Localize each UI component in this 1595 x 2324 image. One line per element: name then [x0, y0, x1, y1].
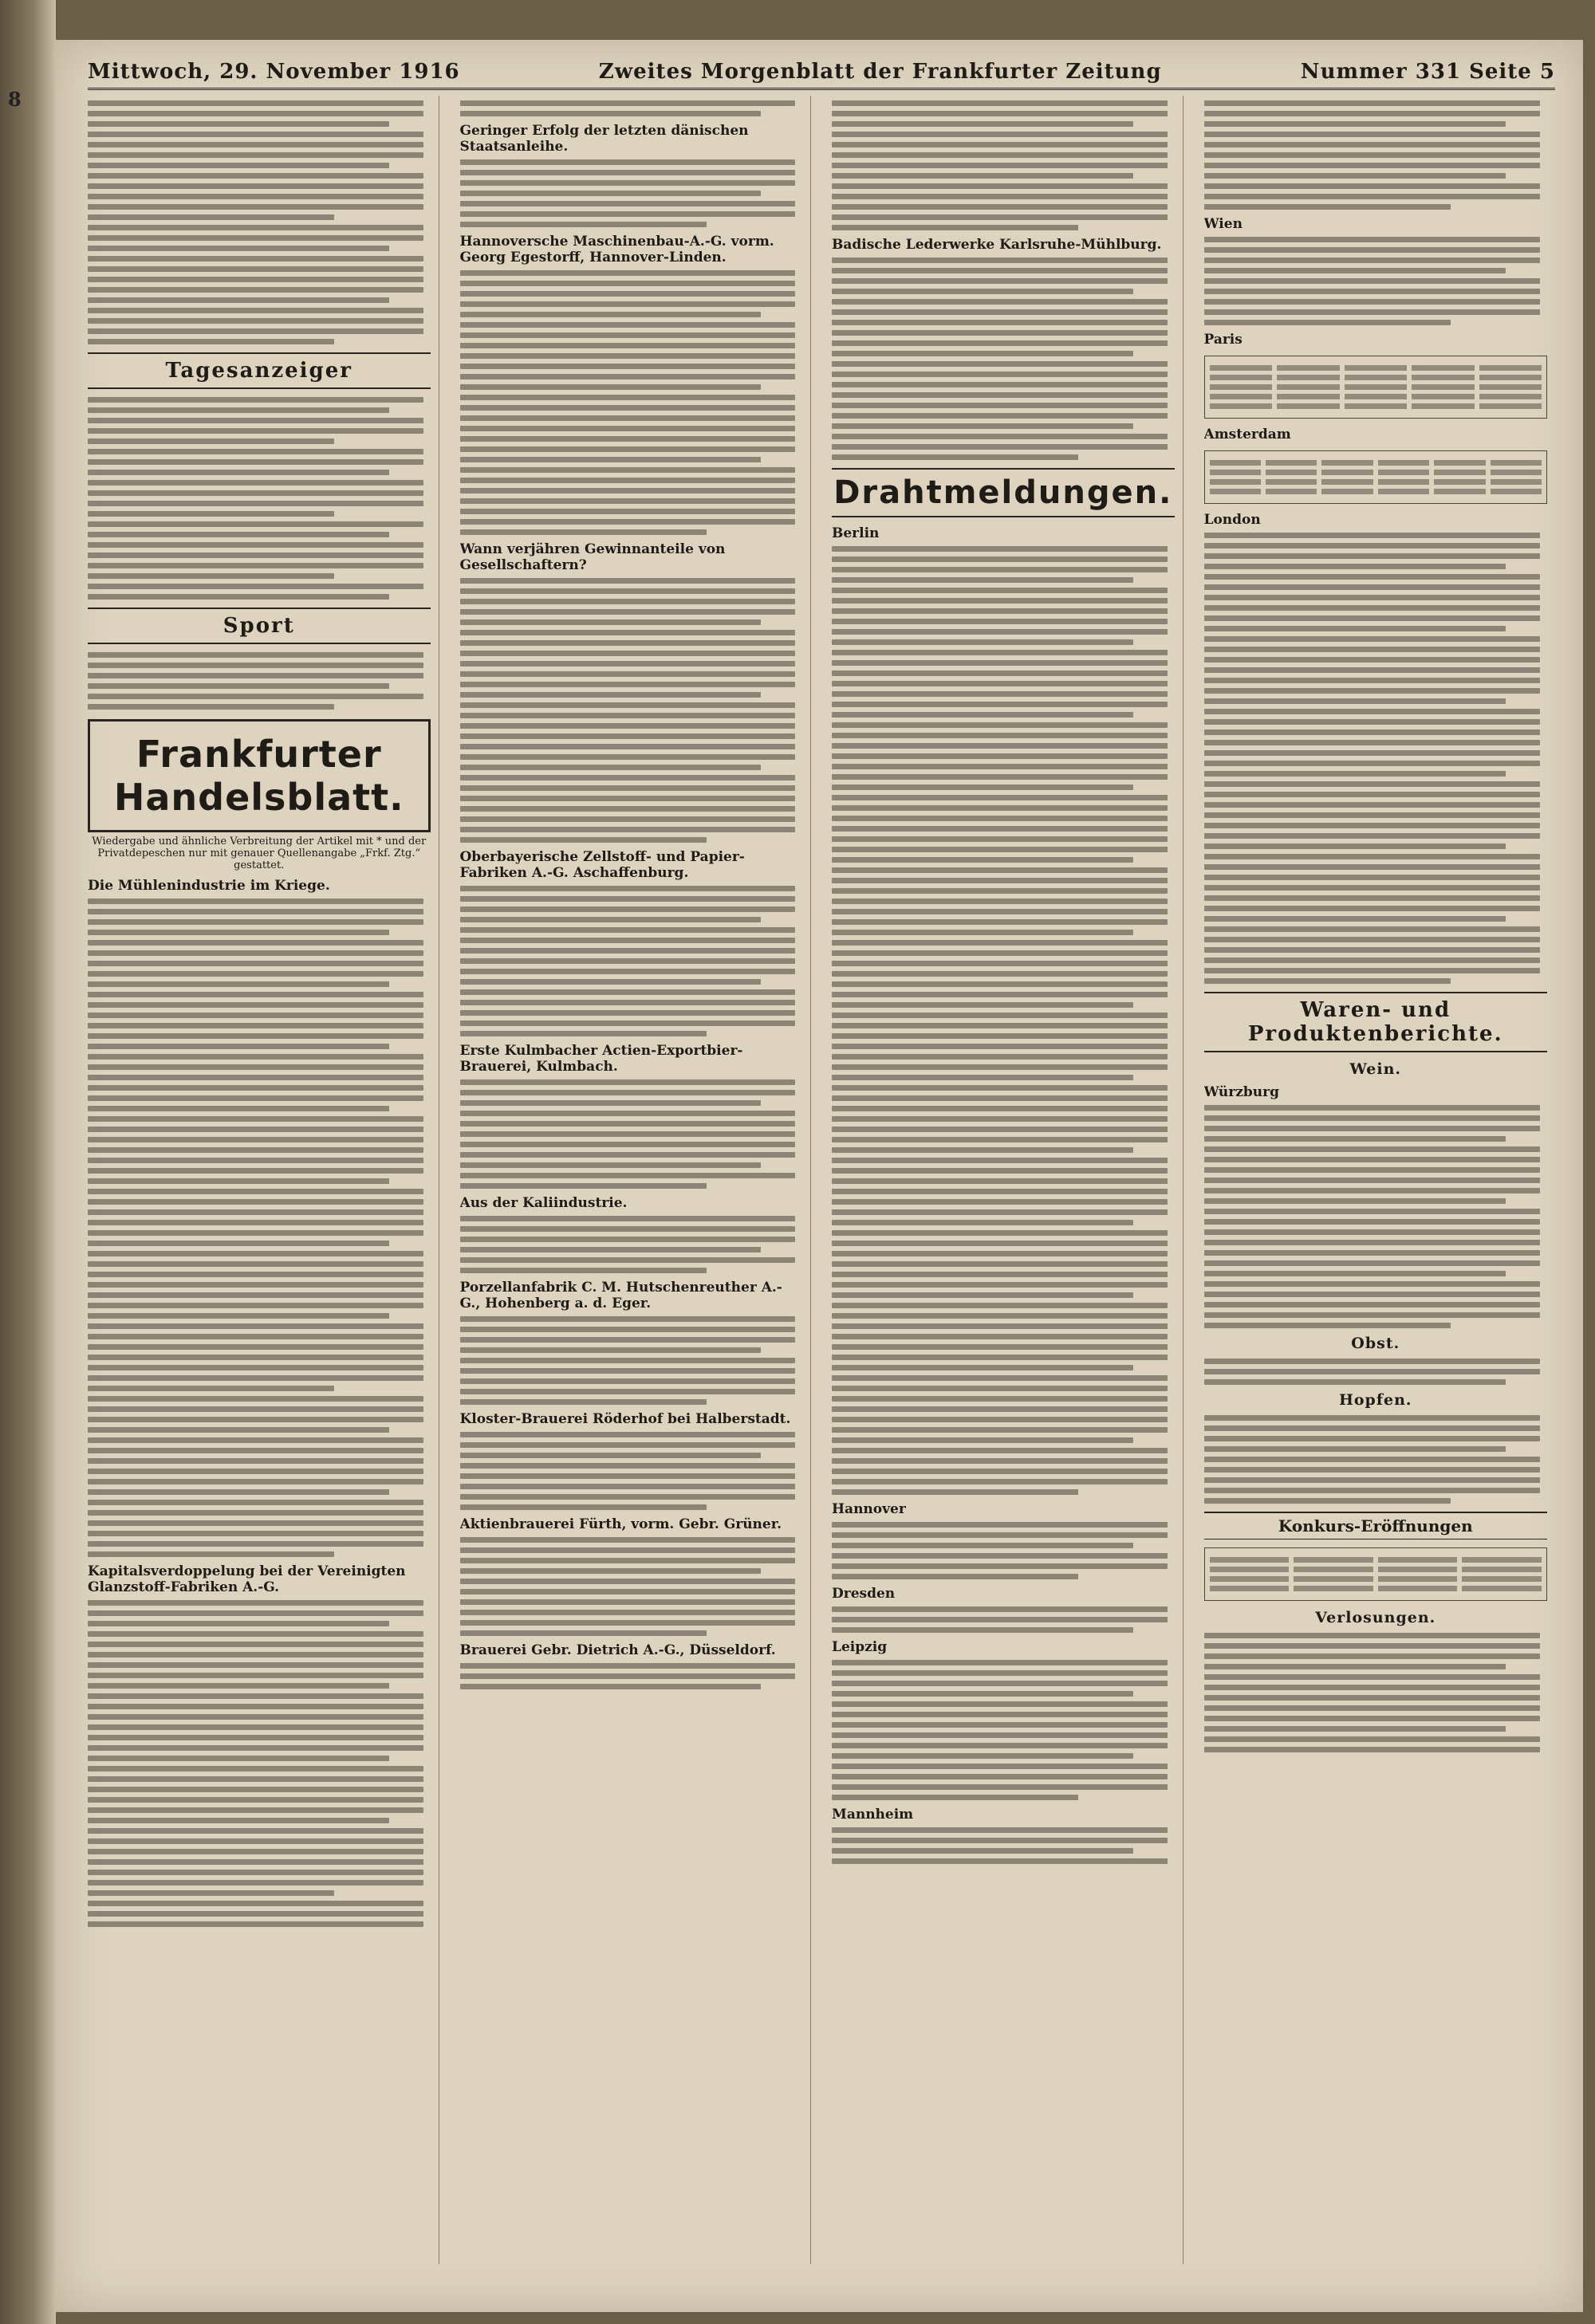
text-block	[460, 100, 803, 116]
dispatch-dateline: Hannover	[832, 1501, 906, 1517]
text-block	[832, 1606, 1175, 1633]
dispatch-dateline: Würzburg	[1203, 1084, 1279, 1100]
text-block	[460, 159, 803, 227]
text-block	[832, 546, 1175, 1495]
handelsblatt-banner: Frankfurter Handelsblatt.	[88, 719, 431, 832]
article-headline: Kloster-Brauerei Röderhof bei Halberstadt.	[459, 1411, 791, 1427]
text-block	[460, 270, 803, 535]
text-block	[88, 397, 431, 600]
text-block	[88, 1600, 431, 1927]
article-headline: Die Mühlenindustrie im Kriege.	[88, 878, 330, 894]
subsection-obst: Obst.	[1351, 1335, 1400, 1352]
article-headline: Wann verjähren Gewinnanteile von Gesellschaftern?	[459, 541, 726, 573]
article-headline: Erste Kulmbacher Actien-Exportbier-Brauerei, Kulmbach.	[459, 1043, 743, 1075]
exchange-rate-table	[1204, 356, 1548, 419]
subsection-wein: Wein.	[1349, 1060, 1402, 1078]
dispatch-dateline: Mannheim	[832, 1807, 914, 1823]
column-2	[460, 96, 812, 2264]
dispatch-dateline: Paris	[1203, 332, 1243, 348]
masthead-number: Nummer 331 Seite 5	[1300, 60, 1555, 84]
article-headline: Badische Lederwerke Karlsruhe-Mühlburg.	[832, 237, 1162, 253]
article-columns	[88, 96, 1555, 2264]
dispatch-dateline: Wien	[1203, 216, 1243, 232]
dispatch-dateline: Amsterdam	[1203, 427, 1291, 442]
text-block	[1204, 1415, 1548, 1504]
section-drahtmeldungen: Drahtmeldungen.	[832, 468, 1175, 517]
adjacent-page-edge	[0, 0, 56, 2324]
masthead-edition: Zweites Morgenblatt der Frankfurter Zeitung	[598, 60, 1162, 84]
article-headline: Kapitalsverdoppelung bei der Vereinigten Glanzstoff-Fabriken A.-G.	[88, 1563, 406, 1595]
article-headline: Aktienbrauerei Fürth, vorm. Gebr. Grüner.	[459, 1516, 782, 1532]
section-waren: Waren- und Produktenberichte.	[1204, 992, 1548, 1052]
text-block	[1204, 1359, 1548, 1385]
article-headline: Oberbayerische Zellstoff- und Papier-Fabriken A.-G. Aschaffenburg.	[459, 849, 745, 881]
text-block	[460, 1216, 803, 1273]
article-headline: Brauerei Gebr. Dietrich A.-G., Düsseldorf.	[459, 1642, 776, 1658]
article-headline: Porzellanfabrik C. M. Hutschenreuther A.-G., Hohenberg a. d. Eger.	[459, 1280, 782, 1311]
text-block	[1204, 237, 1548, 325]
section-sport: Sport	[88, 608, 431, 644]
dispatch-dateline: Berlin	[832, 525, 880, 541]
dispatch-dateline: London	[1203, 512, 1261, 528]
text-block	[460, 1537, 803, 1636]
text-block	[460, 1432, 803, 1510]
text-block	[832, 1660, 1175, 1800]
article-headline: Hannoversche Maschinenbau-A.-G. vorm. Georg Egestorff, Hannover-Linden.	[459, 234, 774, 265]
masthead-date: Mittwoch, 29. November 1916	[88, 60, 460, 84]
dispatch-dateline: Leipzig	[832, 1639, 888, 1655]
text-block	[460, 886, 803, 1036]
section-konkurs: Konkurs-Eröffnungen	[1204, 1512, 1548, 1540]
article-headline: Geringer Erfolg der letzten dänischen Staatsanleihe.	[459, 123, 749, 155]
page-masthead	[88, 56, 1555, 90]
dispatch-dateline: Dresden	[832, 1586, 896, 1602]
text-block	[460, 1663, 803, 1689]
text-block	[832, 100, 1175, 230]
text-block	[460, 1079, 803, 1189]
market-table	[1204, 450, 1548, 504]
text-block	[460, 578, 803, 843]
text-block	[832, 1522, 1175, 1579]
text-block	[832, 1827, 1175, 1864]
text-block	[1204, 1105, 1548, 1328]
text-block	[832, 258, 1175, 460]
handelsblatt-notice: Wiedergabe und ähnliche Verbreitung der Artikel mit * und der Privatdepeschen nur mit genauer Quellenangabe „Frkf. Ztg.“ gestattet.	[92, 836, 427, 871]
text-block	[88, 899, 431, 1557]
text-block	[88, 652, 431, 710]
column-3	[832, 96, 1183, 2264]
text-block	[88, 100, 431, 344]
edge-fragment: 8	[8, 88, 22, 111]
text-block	[1204, 1633, 1548, 1752]
text-block	[1204, 100, 1548, 210]
column-1	[88, 96, 439, 2264]
section-tagesanzeiger: Tagesanzeiger	[88, 352, 431, 389]
subsection-hopfen: Hopfen.	[1338, 1391, 1412, 1409]
article-headline: Aus der Kaliindustrie.	[459, 1195, 628, 1211]
text-block	[1204, 533, 1548, 984]
subsection-verlosungen: Verlosungen.	[1315, 1609, 1436, 1626]
text-block	[460, 1316, 803, 1405]
konkurs-table	[1204, 1547, 1548, 1601]
column-4	[1204, 96, 1556, 2264]
